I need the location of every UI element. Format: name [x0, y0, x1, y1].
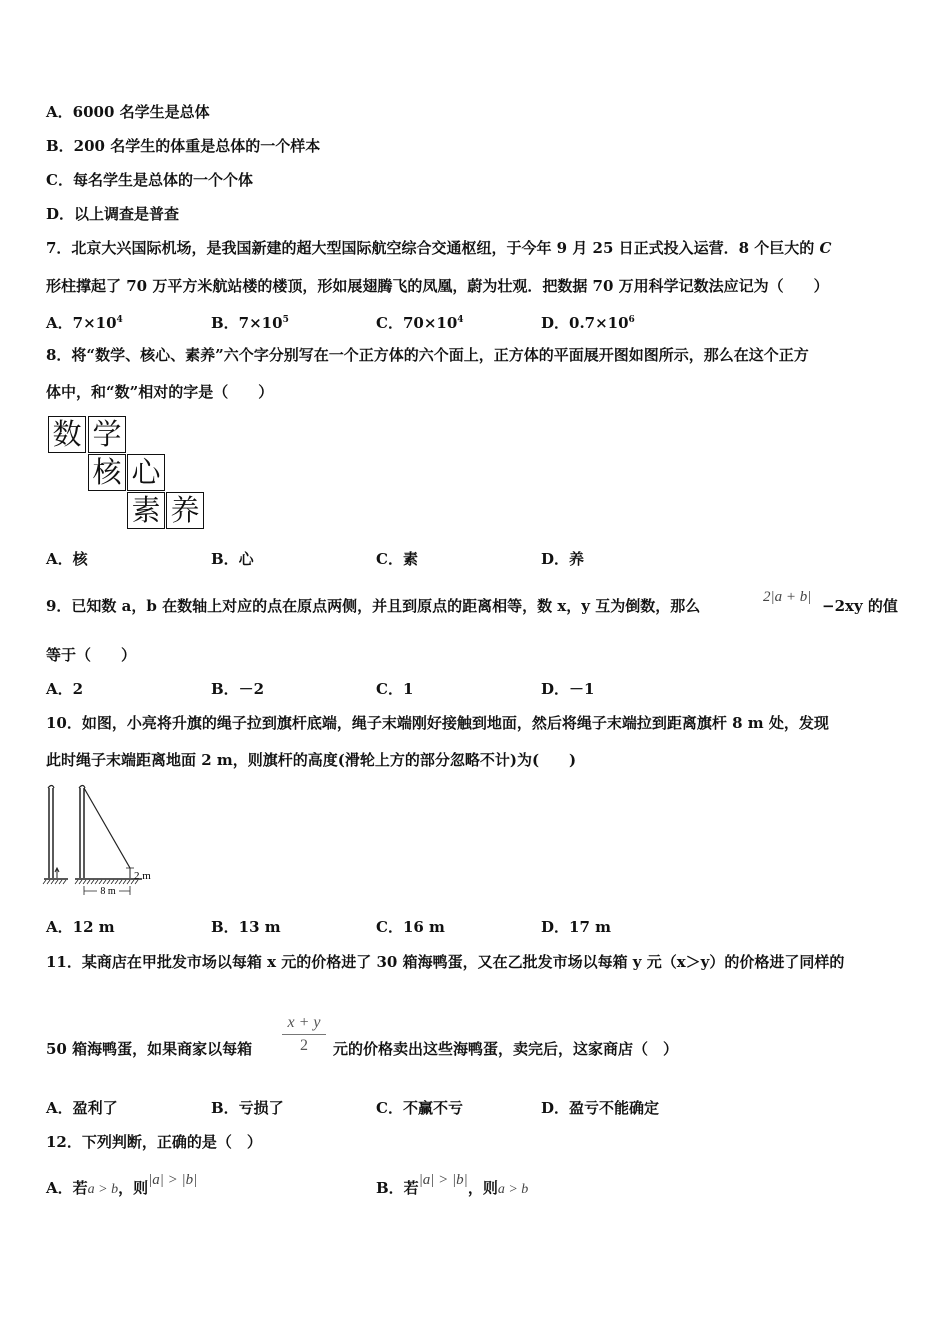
q9-option-a: A．2	[46, 680, 84, 698]
q6-option-d: D．以上调查是普查	[46, 205, 180, 223]
q8-option-d: D．养	[541, 550, 585, 568]
net-cell-he: 核	[88, 454, 126, 491]
q6-option-c: C．每名学生是总体的一个个体	[46, 171, 253, 189]
q8-stem-line1: 8．将“数学、核心、素养”六个字分别写在一个正方体的六个面上，正方体的平面展开图如图所示，那么在这个正方	[46, 346, 809, 364]
q7-option-b: B．$7\times 10^5$	[211, 314, 289, 332]
q11-option-c: C．不赢不亏	[376, 1099, 463, 1117]
q10-option-b: B．13 m	[211, 918, 281, 936]
q9-stem-line1: 9．已知数 a，b 在数轴上对应的点在原点两侧，并且到原点的距离相等，数 x，y 互为倒数，那么	[46, 597, 701, 615]
q11-stem-line2a: 50 箱海鸭蛋，如果商家以每箱	[46, 1040, 253, 1058]
q9-option-c: C．1	[376, 680, 414, 698]
q7-option-a: A．$7\times 10^4$	[46, 314, 123, 332]
q7-stem-line1: 7．北京大兴国际机场，是我国新建的超大型国际航空综合交通枢纽，于今年 9 月 25 日正式投入运营．8 个巨大的 C	[46, 239, 832, 257]
q7-option-d: D．$0.7\times 10^6$	[541, 314, 635, 332]
q10-option-d: D．17 m	[541, 918, 611, 936]
q10-option-a: A．12 m	[46, 918, 115, 936]
flagpole-figure	[42, 780, 157, 898]
label-8m: 8 m	[100, 886, 116, 897]
q9-option-d: D．－1	[541, 680, 595, 698]
q10-stem-line2: 此时绳子末端距离地面 2 m，则旗杆的高度(滑轮上方的部分忽略不计)为( )	[46, 751, 577, 769]
q11-stem-line1: 11．某商店在甲批发市场以每箱 x 元的价格进了 30 箱海鸭蛋，又在乙批发市场以每箱 y 元（x＞y）的价格进了同样的	[46, 953, 845, 971]
q8-stem-line2: 体中，和“数”相对的字是（ ）	[46, 383, 274, 401]
q9-option-b: B．－2	[211, 680, 265, 698]
q9-stem-tail: −2xy 的值	[822, 597, 898, 615]
net-cell-xin: 心	[127, 454, 165, 491]
q11-option-a: A．盈利了	[46, 1099, 118, 1117]
net-cell-yang: 养	[166, 492, 204, 529]
q11-fraction: x + y 2	[282, 1014, 326, 1055]
q10-option-c: C．16 m	[376, 918, 445, 936]
q12-option-a: A．若a > b，则|a| > |b|	[46, 1172, 198, 1197]
label-2m: 2 m	[134, 870, 151, 882]
q10-stem-line1: 10．如图，小亮将升旗的绳子拉到旗杆底端，绳子末端刚好接触到地面，然后将绳子末端拉到距离旗杆 8 m 处，发现	[46, 714, 829, 732]
q9-formula: 2|a + b|	[763, 589, 812, 605]
q8-option-b: B．心	[211, 550, 254, 568]
q6-option-b: B．200 名学生的体重是总体的一个样本	[46, 137, 321, 155]
q8-option-c: C．素	[376, 550, 418, 568]
q8-option-a: A．核	[46, 550, 88, 568]
q7-stem-line2: 形柱撑起了 70 万平方米航站楼的楼顶，形如展翅腾飞的凤凰，蔚为壮观．把数据 70 万用科学记数法应记为（ ）	[46, 277, 829, 295]
net-cell-shu: 数	[48, 416, 86, 453]
q12-stem: 12．下列判断，正确的是（ ）	[46, 1133, 262, 1151]
q7-option-c: C．$70\times 10^4$	[376, 314, 464, 332]
q11-option-b: B．亏损了	[211, 1099, 284, 1117]
q6-option-a: A．6000 名学生是总体	[46, 103, 210, 121]
net-cell-xue: 学	[88, 416, 126, 453]
q11-option-d: D．盈亏不能确定	[541, 1099, 660, 1117]
q9-stem-line2: 等于（ ）	[46, 646, 137, 664]
net-cell-su: 素	[127, 492, 165, 529]
q11-stem-line2b: 元的价格卖出这些海鸭蛋，卖完后，这家商店（ ）	[333, 1040, 679, 1058]
q12-option-b: B．若|a| > |b|，则a > b	[376, 1172, 529, 1197]
